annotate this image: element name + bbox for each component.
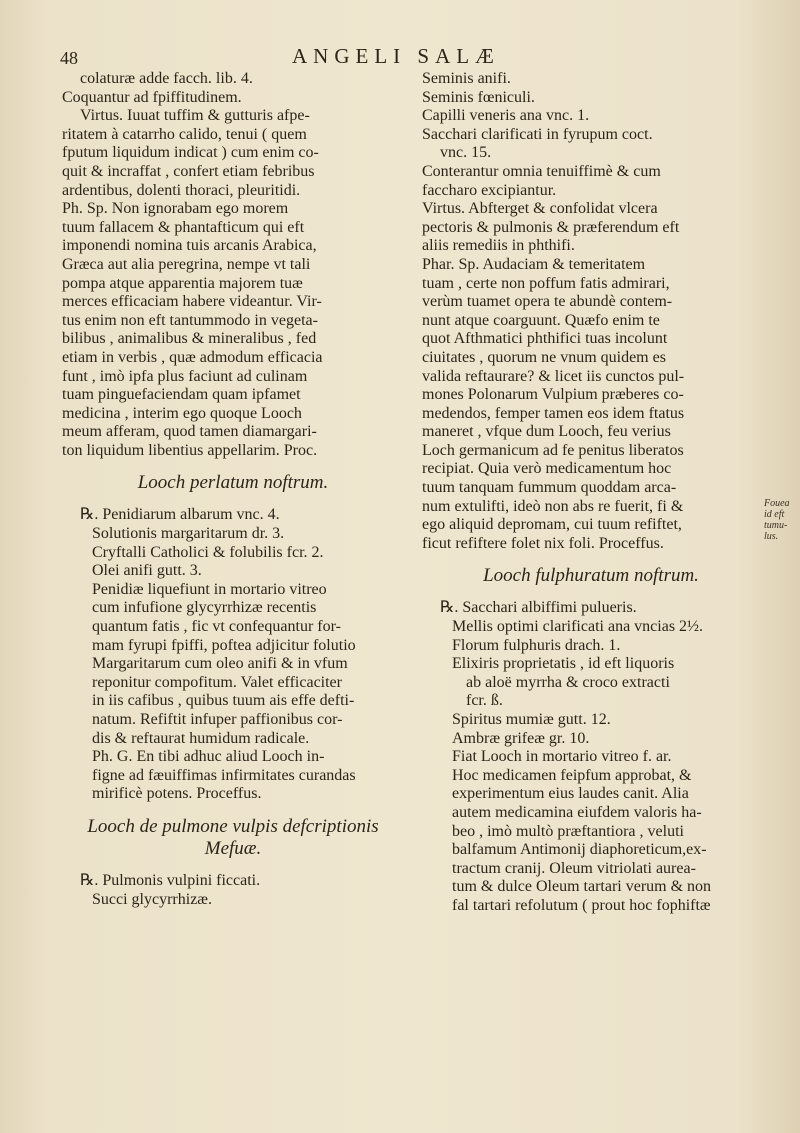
text-line: meum afferam, quod tamen diamargari- [62, 423, 317, 441]
text-line: Loch germanicum ad fe penitus liberatos [422, 441, 684, 459]
text-line: Phar. Sp. Audaciam & temeritatem [422, 255, 646, 273]
text-line: mones Polonarum Vulpium præberes co- [422, 386, 684, 404]
text-line: figne ad fæuiffimas infirmitates curandas [92, 766, 356, 784]
text-line: Conterantur omnia tenuiffimè & cum [422, 162, 661, 180]
text-line: ℞. Pulmonis vulpini ficcati. [80, 871, 261, 889]
text-line: Margaritarum cum oleo anifi & in vfum [92, 655, 348, 673]
text-line: mirificè potens. Proceffus. [92, 785, 262, 803]
text-line: ritatem à catarrho calido, tenui ( quem [62, 125, 307, 143]
text-line: Succi glycyrrhizæ. [92, 890, 212, 908]
text-line: Penidiæ liquefiunt in mortario vitreo [92, 580, 327, 598]
text-line: tum & dulce Oleum tartari verum & non [452, 878, 712, 896]
text-line: Ph. G. En tibi adhuc aliud Looch in- [92, 748, 325, 766]
text-line: merces efficaciam habere videantur. Vir- [62, 293, 322, 311]
text-line: Coquantur ad fpiffitudinem. [62, 88, 242, 106]
section-heading: Looch perlatum noftrum. [137, 472, 329, 494]
margin-note-line: id eft [764, 509, 785, 520]
text-line: etiam in verbis , quæ admodum efficacia [62, 348, 323, 366]
text-line: dis & reftaurat humidum radicale. [92, 729, 310, 747]
text-line: ton liquidum libentius appellarim. Proc. [62, 441, 318, 459]
text-line: Virtus. Iuuat tuffim & gutturis afpe- [80, 107, 310, 125]
left-column [62, 70, 404, 909]
text-line: mam fyrupi fpiffi, poftea adjicitur folutio [92, 636, 356, 654]
text-line: nunt atque coarguunt. Quæfo enim te [422, 311, 660, 329]
text-line: num extulifti, ideò non abs re fuerit, fi & [422, 497, 684, 515]
text-line: in iis cafibus , quibus tuum ais effe defti- [92, 692, 355, 710]
text-line: quit & incraffat , confert etiam febribus [62, 162, 315, 180]
text-line: faccharo excipiantur. [422, 181, 557, 199]
text-line: Sacchari clarificati in fyrupum coct. [422, 125, 653, 143]
text-line: Fiat Looch in mortario vitreo f. ar. [452, 748, 672, 766]
running-head: ANGELI SALÆ [292, 44, 500, 68]
text-line: tractum cranij. Oleum vitriolati aurea- [452, 859, 696, 877]
text-line: Græca aut alia peregrina, nempe vt tali [62, 255, 311, 273]
text-line: valida reftaurare? & licet iis cunctos pul- [422, 367, 685, 385]
text-line: ℞. Penidiarum albarum vnc. 4. [80, 506, 280, 524]
text-line: pompa atque apparentia majorem tuæ [62, 274, 303, 292]
text-line: ℞. Sacchari albiffimi pulueris. [440, 599, 637, 617]
text-line: tuum tanquam fummum quoddam arca- [422, 479, 677, 497]
text-line: pectoris & pulmonis & præferendum eft [422, 218, 680, 236]
margin-note-line: lus. [764, 531, 779, 542]
text-line: quantum fatis , fic vt confequantur for- [92, 618, 341, 636]
text-line: Seminis fœniculi. [422, 88, 535, 106]
text-line: tuam pinguefaciendam quam ipfamet [62, 386, 301, 404]
text-line: funt , imò ipfa plus faciunt ad culinam [62, 367, 308, 385]
text-line: medendos, femper tamen eos idem ftatus [422, 404, 685, 422]
text-line: ardentibus, dolenti thoraci, pleuritidi. [62, 181, 301, 199]
margin-note [764, 498, 790, 542]
text-line: recipiat. Quia verò medicamentum hoc [422, 460, 672, 478]
text-line: autem medicamina eiufdem valoris ha- [452, 803, 702, 821]
text-line: verùm tuamet opera te abundè contem- [422, 293, 673, 311]
text-line: colaturæ adde facch. lib. 4. [80, 70, 253, 87]
text-line: Hoc medicamen feipfum approbat, & [452, 766, 692, 784]
text-line: vnc. 15. [440, 144, 492, 162]
text-line: reponitur compofitum. Valet efficaciter [92, 673, 342, 691]
page-number: 48 [60, 48, 78, 68]
text-line: fputum liquidum indicat ) cum enim co- [62, 144, 319, 162]
text-line: ciuitates , quorum ne vnum quidem es [422, 348, 666, 366]
text-line: fal tartari refolutum ( prout hoc fophiftæ [452, 896, 711, 914]
right-column [422, 70, 760, 916]
text-line: maneret , vfque dum Looch, feu verius [422, 423, 671, 441]
text-line: bilibus , animalibus & mineralibus , fed [62, 330, 317, 348]
text-line: tus enim non eft tantummodo in vegeta- [62, 311, 318, 329]
margin-note-line: Fouea [764, 498, 790, 509]
text-line: medicina , interim ego quoque Looch [62, 404, 302, 422]
text-line: quot Afthmatici phthifici tuas incolunt [422, 330, 668, 348]
text-line: ab aloë myrrha & croco extracti [466, 673, 670, 691]
section-heading: Looch de pulmone vulpis defcriptionis [87, 815, 379, 837]
text-line: Virtus. Abfterget & confolidat vlcera [422, 200, 658, 218]
text-line: Ambræ grifeæ gr. 10. [452, 729, 590, 747]
text-line: experimentum eius laudes canit. Alia [452, 785, 689, 803]
text-line: Cryftalli Catholici & folubilis fcr. 2. [92, 543, 324, 561]
text-line: cum infufione glycyrrhizæ recentis [92, 599, 317, 617]
text-line: tuam , certe non poffum fatis admirari, [422, 274, 670, 292]
text-line: natum. Refiftit infuper paffionibus cor- [92, 711, 343, 728]
text-line: aliis remediis in phthifi. [422, 237, 575, 255]
text-line: fcr. ß. [466, 692, 503, 710]
text-line: Olei anifi gutt. 3. [92, 562, 202, 580]
text-line: balfamum Antimonij diaphoreticum,ex- [452, 841, 707, 859]
text-line: Spiritus mumiæ gutt. 12. [452, 711, 611, 728]
margin-note-line: tumu- [764, 520, 788, 531]
text-line: Elixiris proprietatis , id eft liquoris [452, 655, 675, 673]
text-line: Capilli veneris ana vnc. 1. [422, 107, 590, 125]
text-line: Solutionis margaritarum dr. 3. [92, 525, 285, 543]
text-line: Mellis optimi clarificati ana vncias 2½. [452, 618, 704, 636]
text-line: ficut refiftere folet nix foli. Proceffus. [422, 534, 664, 552]
text-line: Seminis anifi. [422, 70, 511, 87]
text-line: Ph. Sp. Non ignorabam ego morem [62, 200, 289, 218]
text-line: tuum fallacem & phantafticum qui eft [62, 218, 305, 236]
section-heading: Looch fulphuratum noftrum. [483, 565, 699, 587]
section-heading: Mefuæ. [204, 837, 262, 859]
text-line: imponendi nomina tuis arcanis Arabica, [62, 237, 317, 255]
text-line: Florum fulphuris drach. 1. [452, 636, 621, 654]
text-line: beo , imò multò præftantiora , veluti [452, 822, 684, 840]
text-line: ego aliquid depromam, cui tuum refiftet, [422, 516, 682, 534]
